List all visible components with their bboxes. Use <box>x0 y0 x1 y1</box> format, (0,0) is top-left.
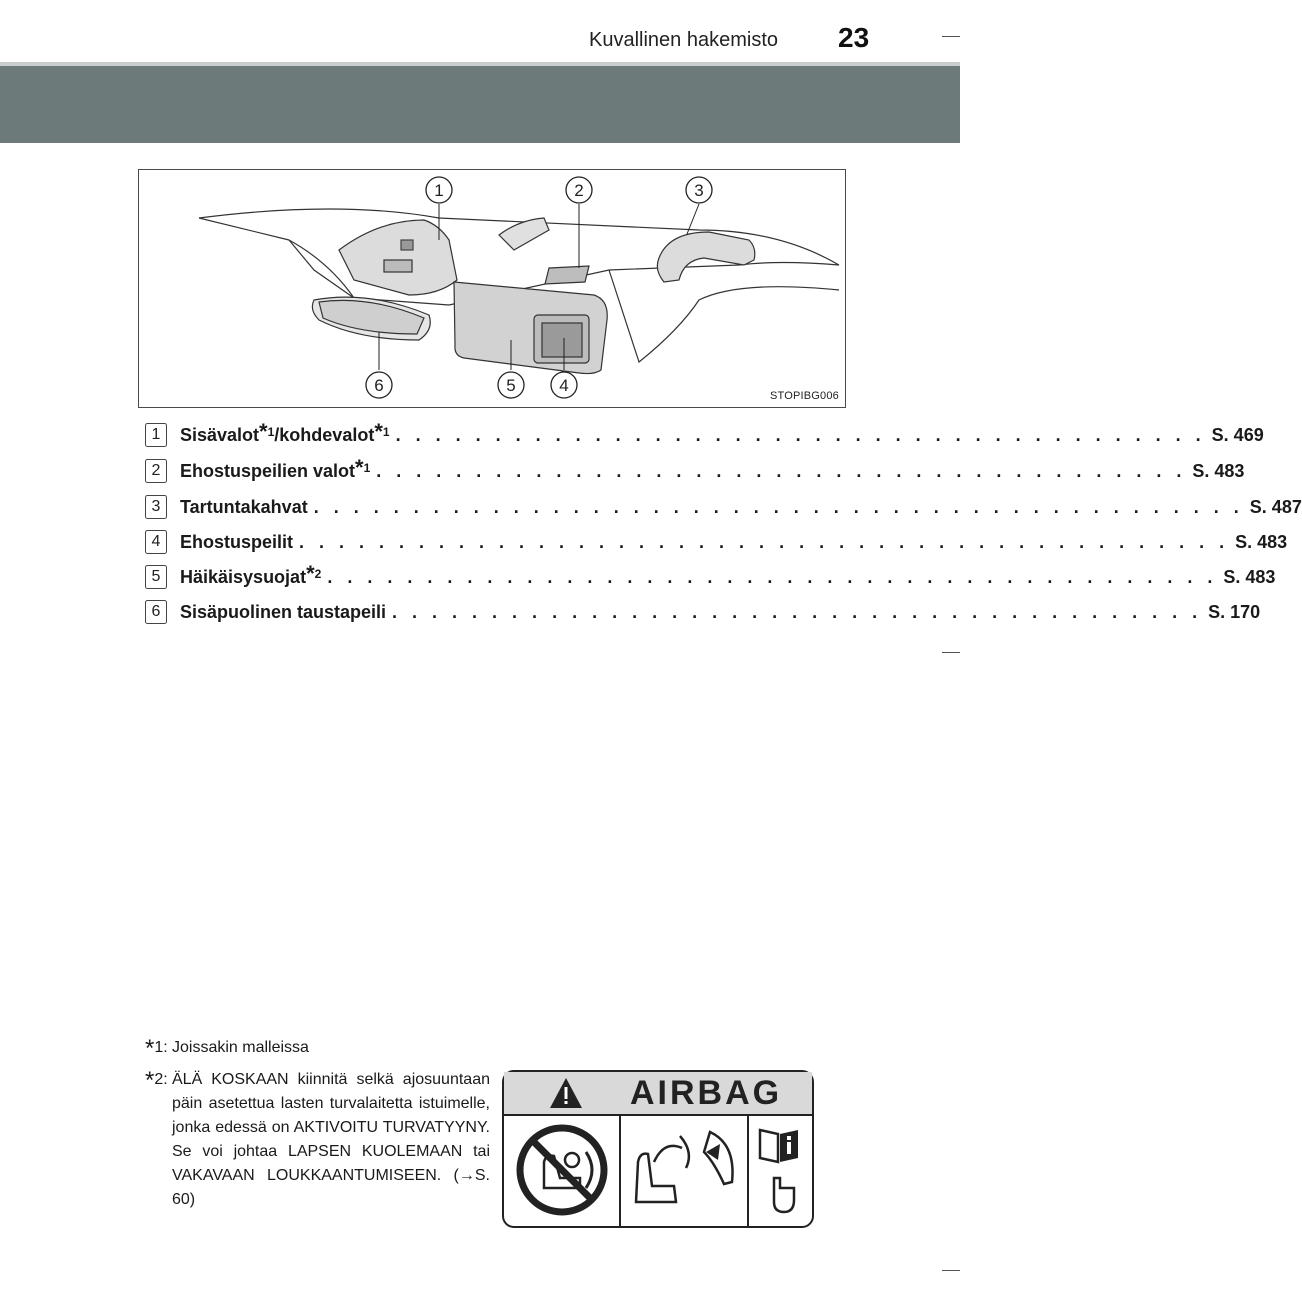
crop-mark <box>942 36 960 37</box>
callout-5: 5 <box>506 376 516 395</box>
index-row <box>145 419 1264 453</box>
page-reference: S. 170 <box>1208 602 1261 622</box>
item-number-badge: 6 <box>145 600 167 624</box>
crop-mark <box>942 1270 960 1271</box>
no-rear-facing-seat-icon <box>514 1122 610 1218</box>
item-number-badge: 4 <box>145 530 167 554</box>
label-divider <box>747 1116 749 1226</box>
page-reference: S. 483 <box>1223 567 1276 587</box>
page-reference: S. 483 <box>1192 461 1245 481</box>
footnote-text: ÄLÄ KOSKAAN kiinnitä selkä ajosuuntaan päin asetettua lasten turvalaitetta istuimelle, jonka edessä on AKTIVOITU TURVATYYNY. Se voi johtaa LAPSEN KUOLEMAAN tai VAKAVAAN LOUKKAANTUMISEEN. (→S. 60) <box>172 1071 490 1208</box>
callout-2: 2 <box>574 181 584 200</box>
ceiling-diagram <box>139 170 845 407</box>
index-row <box>145 561 1276 595</box>
index-row <box>145 455 1245 489</box>
airbag-word: AIRBAG <box>630 1074 783 1112</box>
page-number: 23 <box>838 22 870 53</box>
crop-mark <box>942 652 960 653</box>
page-header <box>0 0 960 62</box>
item-link-sun-visors[interactable]: Häikäisysuojat $^{*2}$ . . . . . . . . . . . . . . . . . . . . . . . . . . . . . . . . . . . . . . . . . . . . . S. 483 <box>180 567 805 593</box>
item-link-rear-view-mirror[interactable]: Sisäpuolinen taustapeili . . . . . . . . . . . . . . . . . . . . . . . . . . . . . . . . . . . . . . . . . S. 170 <box>180 602 1261 622</box>
footnote-2: *2: ÄLÄ KOSKAAN kiinnitä selkä ajosuuntaan päin asetettua lasten turvalaitetta istuimelle, jonka edessä on AKTIVOITU TURVATYYNY. Se voi johtaa LAPSEN KUOLEMAAN tai VAKAVAAN LOUKKAANTUMISEEN. (→S. 60) <box>145 1068 495 1218</box>
warning-triangle-icon <box>548 1076 584 1110</box>
footnote-1: *1: Joissakin malleissa <box>145 1036 495 1062</box>
index-row <box>145 600 1261 630</box>
item-number-badge: 3 <box>145 495 167 519</box>
section-band <box>0 66 960 143</box>
item-link-grab-handles[interactable]: Tartuntakahvat . . . . . . . . . . . . . . . . . . . . . . . . . . . . . . . . . . . . . . . . . . . . . . . S. 487 <box>180 497 1302 517</box>
item-number-badge: 5 <box>145 565 167 589</box>
page-reference: S. 469 <box>1211 425 1264 445</box>
page-reference: S. 483 <box>1235 532 1288 552</box>
airbag-deploy-icon <box>624 1122 744 1218</box>
item-link-vanity-mirrors[interactable]: Ehostuspeilit . . . . . . . . . . . . . . . . . . . . . . . . . . . . . . . . . . . . . . . . . . . . . . . S. 483 <box>180 532 1288 552</box>
item-number-badge: 2 <box>145 459 167 483</box>
interior-illustration <box>138 169 846 408</box>
airbag-warning-label <box>502 1070 814 1228</box>
callout-6: 6 <box>374 376 384 395</box>
index-row <box>145 530 1288 560</box>
manual-info-icon <box>754 1122 806 1218</box>
callout-1: 1 <box>434 181 444 200</box>
footnote-text: Joissakin malleissa <box>172 1039 309 1056</box>
figure-code: STOPIBG006 <box>769 390 839 402</box>
label-divider <box>619 1116 621 1226</box>
page-reference: S. 487 <box>1249 497 1302 517</box>
index-row <box>145 495 1302 525</box>
item-link-vanity-lights[interactable]: Ehostuspeilien valot $^{*1}$ . . . . . . . . . . . . . . . . . . . . . . . . . . . . . . . . . . . . . . . . . S. 483 <box>180 461 805 487</box>
item-link-interior-lights[interactable]: Sisävalot $^{*1}$ /kohdevalot $^{*1}$ . . . . . . . . . . . . . . . . . . . . . . . . . . . . . . . . . . . . . . . . . S. 469 <box>180 425 805 451</box>
section-title: Kuvallinen hakemisto <box>589 29 778 51</box>
item-number-badge: 1 <box>145 423 167 447</box>
callout-3: 3 <box>694 181 704 200</box>
callout-4: 4 <box>559 376 569 395</box>
